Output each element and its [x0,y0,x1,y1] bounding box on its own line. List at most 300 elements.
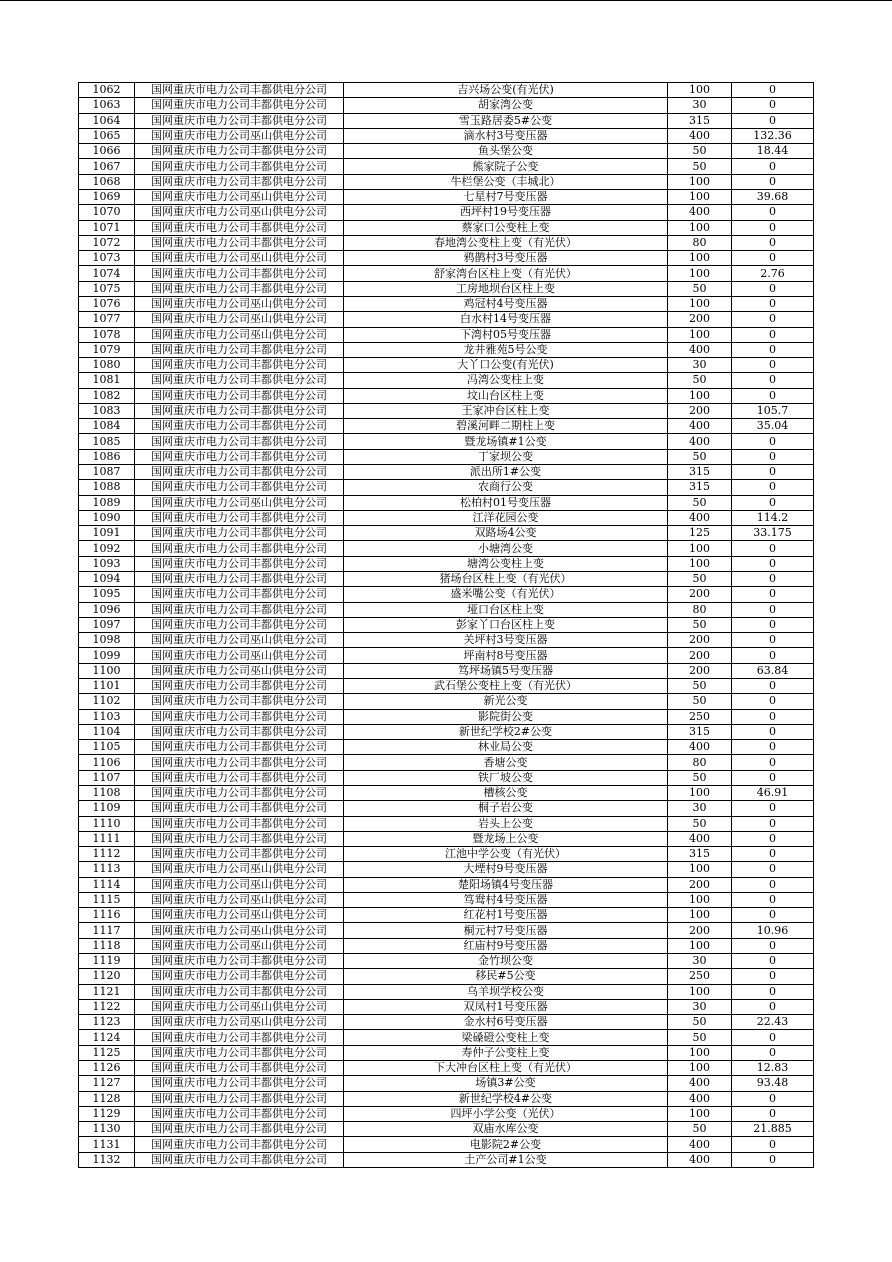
table-row [79,770,814,785]
transformer-name-cell: 四坪小学公变（光伏） [344,1106,668,1121]
transformer-name-cell: 雪玉路居委5#公变 [344,113,668,128]
row-number-cell: 1090 [79,510,135,525]
row-number-cell: 1118 [79,938,135,953]
row-number-cell: 1071 [79,220,135,235]
capacity-cell: 100 [668,83,732,98]
unit-cell: 国网重庆市电力公司丰都供电分公司 [135,1076,344,1091]
transformer-name-cell: 农商行公变 [344,480,668,495]
capacity-cell: 400 [668,1137,732,1152]
transformer-name-cell: 武石堡公变柱上变（有光伏） [344,678,668,693]
table-row [79,403,814,418]
unit-cell: 国网重庆市电力公司巫山供电分公司 [135,327,344,342]
value-cell: 0 [732,235,814,250]
table-row [79,128,814,143]
row-number-cell: 1098 [79,633,135,648]
table-row [79,694,814,709]
capacity-cell: 50 [668,373,732,388]
row-number-cell: 1124 [79,1030,135,1045]
table-row [79,801,814,816]
capacity-cell: 50 [668,144,732,159]
row-number-cell: 1123 [79,1015,135,1030]
value-cell: 0 [732,83,814,98]
capacity-cell: 50 [668,449,732,464]
unit-cell: 国网重庆市电力公司丰都供电分公司 [135,281,344,296]
value-cell: 105.7 [732,403,814,418]
transformer-name-cell: 场镇3#公变 [344,1076,668,1091]
unit-cell: 国网重庆市电力公司丰都供电分公司 [135,556,344,571]
value-cell: 0 [732,709,814,724]
row-number-cell: 1095 [79,587,135,602]
value-cell: 0 [732,556,814,571]
unit-cell: 国网重庆市电力公司巫山供电分公司 [135,633,344,648]
value-cell: 33.175 [732,526,814,541]
capacity-cell: 100 [668,556,732,571]
transformer-name-cell: 冯湾公变柱上变 [344,373,668,388]
value-cell: 2.76 [732,266,814,281]
unit-cell: 国网重庆市电力公司丰都供电分公司 [135,1137,344,1152]
table-row [79,862,814,877]
row-number-cell: 1104 [79,724,135,739]
table-row [79,449,814,464]
transformer-name-cell: 盛米嘴公变（有光伏） [344,587,668,602]
row-number-cell: 1066 [79,144,135,159]
transformer-name-cell: 龙井雅苑5号公变 [344,342,668,357]
unit-cell: 国网重庆市电力公司丰都供电分公司 [135,113,344,128]
value-cell: 0 [732,816,814,831]
unit-cell: 国网重庆市电力公司丰都供电分公司 [135,373,344,388]
table-row [79,1061,814,1076]
unit-cell: 国网重庆市电力公司丰都供电分公司 [135,709,344,724]
capacity-cell: 400 [668,1091,732,1106]
table-row [79,633,814,648]
value-cell: 0 [732,296,814,311]
value-cell: 0 [732,999,814,1014]
table-row [79,1137,814,1152]
capacity-cell: 50 [668,281,732,296]
transformer-name-cell: 新世纪学校4#公变 [344,1091,668,1106]
table-row [79,541,814,556]
value-cell: 0 [732,801,814,816]
transformer-name-cell: 金竹坝公变 [344,954,668,969]
unit-cell: 国网重庆市电力公司巫山供电分公司 [135,189,344,204]
table-row [79,908,814,923]
unit-cell: 国网重庆市电力公司丰都供电分公司 [135,984,344,999]
value-cell: 39.68 [732,189,814,204]
capacity-cell: 400 [668,434,732,449]
page-top-border [0,0,892,1]
row-number-cell: 1085 [79,434,135,449]
value-cell: 0 [732,694,814,709]
unit-cell: 国网重庆市电力公司丰都供电分公司 [135,954,344,969]
unit-cell: 国网重庆市电力公司丰都供电分公司 [135,969,344,984]
capacity-cell: 50 [668,1015,732,1030]
transformer-name-cell: 土产公司#1公变 [344,1152,668,1167]
capacity-cell: 100 [668,785,732,800]
value-cell: 0 [732,1030,814,1045]
value-cell: 0 [732,1152,814,1167]
capacity-cell: 80 [668,602,732,617]
transformer-name-cell: 白水村14号变压器 [344,312,668,327]
capacity-cell: 400 [668,128,732,143]
transformer-name-cell: 碧溪河畔二期柱上变 [344,419,668,434]
row-number-cell: 1077 [79,312,135,327]
unit-cell: 国网重庆市电力公司丰都供电分公司 [135,541,344,556]
row-number-cell: 1081 [79,373,135,388]
capacity-cell: 50 [668,694,732,709]
table-row [79,1106,814,1121]
value-cell: 0 [732,572,814,587]
unit-cell: 国网重庆市电力公司巫山供电分公司 [135,495,344,510]
capacity-cell: 315 [668,480,732,495]
unit-cell: 国网重庆市电力公司丰都供电分公司 [135,159,344,174]
row-number-cell: 1109 [79,801,135,816]
transformer-name-cell: 下湾村05号变压器 [344,327,668,342]
unit-cell: 国网重庆市电力公司丰都供电分公司 [135,465,344,480]
value-cell: 0 [732,908,814,923]
transformer-name-cell: 双庙水库公变 [344,1122,668,1137]
row-number-cell: 1121 [79,984,135,999]
table-row [79,342,814,357]
table-row [79,327,814,342]
transformer-name-cell: 桐元村7号变压器 [344,923,668,938]
value-cell: 0 [732,633,814,648]
capacity-cell: 100 [668,327,732,342]
value-cell: 0 [732,220,814,235]
row-number-cell: 1086 [79,449,135,464]
transformer-name-cell: 派出所1#公变 [344,465,668,480]
table-row [79,526,814,541]
capacity-cell: 400 [668,1076,732,1091]
value-cell: 0 [732,312,814,327]
unit-cell: 国网重庆市电力公司丰都供电分公司 [135,1106,344,1121]
unit-cell: 国网重庆市电力公司丰都供电分公司 [135,617,344,632]
table-row [79,724,814,739]
table-row [79,1015,814,1030]
value-cell: 0 [732,602,814,617]
unit-cell: 国网重庆市电力公司丰都供电分公司 [135,678,344,693]
transformer-name-cell: 鱼头堡公变 [344,144,668,159]
transformer-name-cell: 梁磉磴公变柱上变 [344,1030,668,1045]
capacity-cell: 100 [668,1106,732,1121]
value-cell: 0 [732,938,814,953]
table-row [79,83,814,98]
row-number-cell: 1070 [79,205,135,220]
table-row [79,205,814,220]
row-number-cell: 1093 [79,556,135,571]
value-cell: 0 [732,388,814,403]
transformer-name-cell: 双凤村1号变压器 [344,999,668,1014]
value-cell: 0 [732,251,814,266]
table-row [79,510,814,525]
transformer-name-cell: 电影院2#公变 [344,1137,668,1152]
table-row [79,358,814,373]
transformer-name-cell: 桐子岩公变 [344,801,668,816]
row-number-cell: 1088 [79,480,135,495]
transformer-name-cell: 影院街公变 [344,709,668,724]
transformer-name-cell: 笃鸯村4号变压器 [344,892,668,907]
unit-cell: 国网重庆市电力公司巫山供电分公司 [135,999,344,1014]
capacity-cell: 100 [668,189,732,204]
value-cell: 0 [732,1137,814,1152]
table-row [79,999,814,1014]
value-cell: 132.36 [732,128,814,143]
value-cell: 0 [732,755,814,770]
value-cell: 0 [732,465,814,480]
capacity-cell: 250 [668,969,732,984]
unit-cell: 国网重庆市电力公司丰都供电分公司 [135,434,344,449]
unit-cell: 国网重庆市电力公司丰都供电分公司 [135,740,344,755]
capacity-cell: 400 [668,831,732,846]
unit-cell: 国网重庆市电力公司丰都供电分公司 [135,694,344,709]
unit-cell: 国网重庆市电力公司丰都供电分公司 [135,831,344,846]
row-number-cell: 1089 [79,495,135,510]
value-cell: 0 [732,770,814,785]
table-row [79,709,814,724]
value-cell: 0 [732,740,814,755]
transformer-name-cell: 笃坪场镇5号变压器 [344,663,668,678]
capacity-cell: 50 [668,159,732,174]
row-number-cell: 1080 [79,358,135,373]
unit-cell: 国网重庆市电力公司丰都供电分公司 [135,572,344,587]
value-cell: 0 [732,480,814,495]
row-number-cell: 1116 [79,908,135,923]
transformer-name-cell: 关坪村3号变压器 [344,633,668,648]
table-row [79,572,814,587]
value-cell: 46.91 [732,785,814,800]
capacity-cell: 200 [668,312,732,327]
unit-cell: 国网重庆市电力公司丰都供电分公司 [135,342,344,357]
capacity-cell: 400 [668,419,732,434]
value-cell: 0 [732,358,814,373]
value-cell: 0 [732,205,814,220]
table-row [79,969,814,984]
table-row [79,251,814,266]
capacity-cell: 400 [668,205,732,220]
value-cell: 22.43 [732,1015,814,1030]
table-row [79,587,814,602]
row-number-cell: 1131 [79,1137,135,1152]
capacity-cell: 100 [668,220,732,235]
unit-cell: 国网重庆市电力公司丰都供电分公司 [135,1122,344,1137]
row-number-cell: 1078 [79,327,135,342]
value-cell: 0 [732,877,814,892]
value-cell: 114.2 [732,510,814,525]
value-cell: 10.96 [732,923,814,938]
table-row [79,296,814,311]
capacity-cell: 30 [668,358,732,373]
value-cell: 0 [732,281,814,296]
transformer-name-cell: 垭口台区柱上变 [344,602,668,617]
unit-cell: 国网重庆市电力公司巫山供电分公司 [135,877,344,892]
transformer-name-cell: 移民#5公变 [344,969,668,984]
table-row [79,281,814,296]
row-number-cell: 1069 [79,189,135,204]
capacity-cell: 315 [668,847,732,862]
value-cell: 0 [732,98,814,113]
value-cell: 0 [732,724,814,739]
row-number-cell: 1127 [79,1076,135,1091]
table-row [79,740,814,755]
value-cell: 0 [732,541,814,556]
row-number-cell: 1132 [79,1152,135,1167]
value-cell: 0 [732,159,814,174]
unit-cell: 国网重庆市电力公司巫山供电分公司 [135,938,344,953]
unit-cell: 国网重庆市电力公司巫山供电分公司 [135,663,344,678]
row-number-cell: 1122 [79,999,135,1014]
value-cell: 0 [732,434,814,449]
capacity-cell: 100 [668,892,732,907]
transformer-name-cell: 楚阳场镇4号变压器 [344,877,668,892]
value-cell: 0 [732,495,814,510]
capacity-cell: 50 [668,1122,732,1137]
table-row [79,984,814,999]
row-number-cell: 1099 [79,648,135,663]
value-cell: 93.48 [732,1076,814,1091]
unit-cell: 国网重庆市电力公司丰都供电分公司 [135,235,344,250]
capacity-cell: 100 [668,296,732,311]
unit-cell: 国网重庆市电力公司丰都供电分公司 [135,403,344,418]
value-cell: 0 [732,587,814,602]
table-row [79,1091,814,1106]
table-row [79,235,814,250]
transformer-name-cell: 岩头上公变 [344,816,668,831]
row-number-cell: 1125 [79,1045,135,1060]
table-row [79,663,814,678]
value-cell: 0 [732,1106,814,1121]
transformer-name-cell: 蔡家口公变柱上变 [344,220,668,235]
table-row [79,465,814,480]
row-number-cell: 1128 [79,1091,135,1106]
value-cell: 35.04 [732,419,814,434]
capacity-cell: 400 [668,342,732,357]
row-number-cell: 1130 [79,1122,135,1137]
row-number-cell: 1063 [79,98,135,113]
capacity-cell: 200 [668,403,732,418]
unit-cell: 国网重庆市电力公司丰都供电分公司 [135,144,344,159]
value-cell: 18.44 [732,144,814,159]
capacity-cell: 100 [668,984,732,999]
table-row [79,174,814,189]
table-row [79,1152,814,1167]
transformer-name-cell: 红花村1号变压器 [344,908,668,923]
table-row [79,419,814,434]
transformer-name-cell: 吉兴场公变(有光伏) [344,83,668,98]
capacity-cell: 80 [668,235,732,250]
transformer-name-cell: 彭家丫口台区柱上变 [344,617,668,632]
table-row [79,388,814,403]
capacity-cell: 200 [668,923,732,938]
row-number-cell: 1087 [79,465,135,480]
value-cell: 0 [732,1091,814,1106]
unit-cell: 国网重庆市电力公司丰都供电分公司 [135,480,344,495]
table-row [79,98,814,113]
row-number-cell: 1102 [79,694,135,709]
transformer-name-cell: 熊家院子公变 [344,159,668,174]
value-cell: 0 [732,342,814,357]
row-number-cell: 1067 [79,159,135,174]
transformer-name-cell: 寿仲子公变柱上变 [344,1045,668,1060]
transformer-name-cell: 铁厂坡公变 [344,770,668,785]
row-number-cell: 1110 [79,816,135,831]
table-row [79,617,814,632]
transformer-name-cell: 鸦鹊村3号变压器 [344,251,668,266]
table-row [79,785,814,800]
unit-cell: 国网重庆市电力公司丰都供电分公司 [135,755,344,770]
unit-cell: 国网重庆市电力公司丰都供电分公司 [135,801,344,816]
table-row [79,1045,814,1060]
row-number-cell: 1115 [79,892,135,907]
unit-cell: 国网重庆市电力公司巫山供电分公司 [135,923,344,938]
row-number-cell: 1076 [79,296,135,311]
unit-cell: 国网重庆市电力公司巫山供电分公司 [135,205,344,220]
transformer-name-cell: 江洋花园公变 [344,510,668,525]
table-row [79,847,814,862]
capacity-cell: 50 [668,572,732,587]
transformer-name-cell: 丁家坝公变 [344,449,668,464]
unit-cell: 国网重庆市电力公司丰都供电分公司 [135,98,344,113]
row-number-cell: 1062 [79,83,135,98]
capacity-cell: 30 [668,98,732,113]
unit-cell: 国网重庆市电力公司巫山供电分公司 [135,1015,344,1030]
transformer-name-cell: 胡家湾公变 [344,98,668,113]
unit-cell: 国网重庆市电力公司丰都供电分公司 [135,785,344,800]
unit-cell: 国网重庆市电力公司巫山供电分公司 [135,648,344,663]
row-number-cell: 1084 [79,419,135,434]
table-body [79,83,814,1168]
transformer-name-cell: 林业局公变 [344,740,668,755]
transformer-name-cell: 小塘湾公变 [344,541,668,556]
unit-cell: 国网重庆市电力公司巫山供电分公司 [135,251,344,266]
value-cell: 0 [732,984,814,999]
unit-cell: 国网重庆市电力公司巫山供电分公司 [135,296,344,311]
unit-cell: 国网重庆市电力公司丰都供电分公司 [135,602,344,617]
transformer-name-cell: 大堙村9号变压器 [344,862,668,877]
capacity-cell: 50 [668,495,732,510]
row-number-cell: 1079 [79,342,135,357]
value-cell: 63.84 [732,663,814,678]
transformer-name-cell: 猪场台区柱上变（有光伏） [344,572,668,587]
transformer-name-cell: 滴水村3号变压器 [344,128,668,143]
transformer-name-cell: 乌羊坝学校公变 [344,984,668,999]
row-number-cell: 1117 [79,923,135,938]
table-row [79,144,814,159]
row-number-cell: 1103 [79,709,135,724]
capacity-cell: 100 [668,388,732,403]
value-cell: 0 [732,449,814,464]
capacity-cell: 400 [668,510,732,525]
row-number-cell: 1100 [79,663,135,678]
unit-cell: 国网重庆市电力公司巫山供电分公司 [135,128,344,143]
unit-cell: 国网重庆市电力公司丰都供电分公司 [135,174,344,189]
table-row [79,648,814,663]
row-number-cell: 1108 [79,785,135,800]
value-cell: 21.885 [732,1122,814,1137]
transformer-name-cell: 江池中学公变（有光伏） [344,847,668,862]
value-cell: 0 [732,174,814,189]
table-row [79,556,814,571]
table-row [79,877,814,892]
capacity-cell: 50 [668,617,732,632]
table-row [79,816,814,831]
row-number-cell: 1114 [79,877,135,892]
transformer-name-cell: 松柏村01号变压器 [344,495,668,510]
row-number-cell: 1082 [79,388,135,403]
unit-cell: 国网重庆市电力公司丰都供电分公司 [135,266,344,281]
row-number-cell: 1065 [79,128,135,143]
unit-cell: 国网重庆市电力公司丰都供电分公司 [135,388,344,403]
row-number-cell: 1097 [79,617,135,632]
table-row [79,755,814,770]
